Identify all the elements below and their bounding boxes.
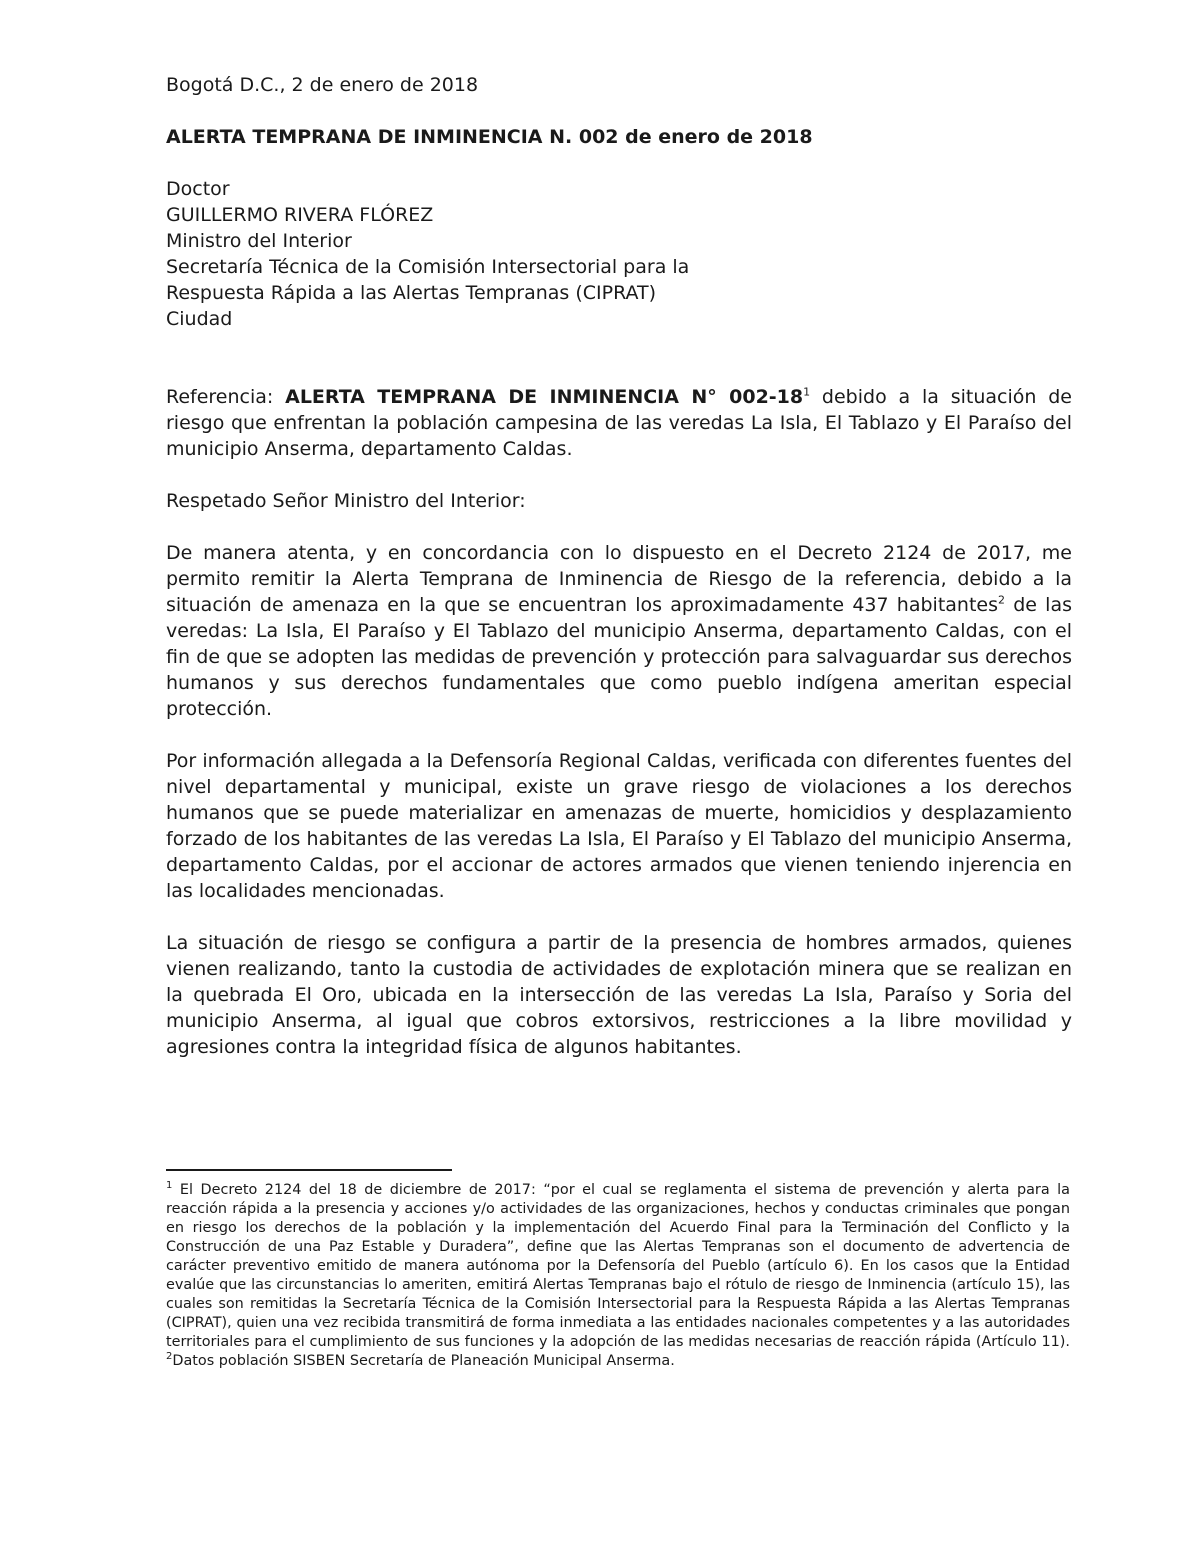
recipient-position: Ministro del Interior (166, 230, 352, 252)
footnotes (166, 1181, 1070, 1371)
recipient-city: Ciudad (166, 308, 233, 330)
recipient-salutation: Doctor (166, 178, 230, 200)
letter-body (166, 72, 1072, 1086)
body-paragraph-1-part-b: de las veredas: La Isla, El Paraíso y El Tablazo del municipio Anserma, departamento Caldas, con el fin de que se adopten las medidas de prevención y protección para salvaguardar sus derechos humanos y sus derechos fundamentales que como pueblo indígena ameritan especial protección. (166, 594, 1072, 720)
footnote-ref-1: 1 (803, 385, 811, 399)
recipient-office-line2: Respuesta Rápida a las Alertas Tempranas (CIPRAT) (166, 282, 657, 304)
footnote-ref-2: 2 (998, 593, 1005, 607)
footnote-mark-1: 1 (166, 1180, 173, 1192)
footnote-separator (166, 1169, 452, 1171)
footnote-text-1: El Decreto 2124 del 18 de diciembre de 2017: “por el cual se reglamenta el sistema de prevención y alerta para la reacción rápida a la presencia y acciones y/o actividades de las organizaciones, hechos y conductas criminales que pongan en riesgo los derechos de la población y la implementación del Acuerdo Final para la Terminación del Conflicto y la Construcción de una Paz Estable y Duradera”, define que las Alertas Tempranas son el documento de advertencia de carácter preventivo emitido de manera autónoma por la Defensoría del Pueblo (artículo 6). En los casos que la Entidad evalúe que las circunstancias lo ameriten, emitirá Alertas Tempranas bajo el rótulo de riesgo de Inminencia (artículo 15), las cuales son remitidas la Secretaría Técnica de la Comisión Intersectorial para la Respuesta Rápida a las Alertas Tempranas (CIPRAT), quien una vez recibida transmitirá de forma inmediata a las entidades nacionales competentes y a las autoridades territoriales para el cumplimiento de sus funciones y la adopción de las medidas necesarias de reacción rápida (Artículo 11). (166, 1182, 1070, 1350)
recipient-block (166, 176, 1072, 332)
date-line: Bogotá D.C., 2 de enero de 2018 (166, 74, 479, 96)
footnote-mark-2: 2 (166, 1351, 173, 1363)
reference-label: Referencia: (166, 386, 286, 408)
recipient-office-line1: Secretaría Técnica de la Comisión Intersectorial para la (166, 256, 690, 278)
body-paragraph-3: La situación de riesgo se configura a partir de la presencia de hombres armados, quienes vienen realizando, tanto la custodia de actividades de explotación minera que se realizan en la quebrada El Oro, ubicada en la intersección de las veredas La Isla, Paraíso y Soria del municipio Anserma, al igual que cobros extorsivos, restricciones a la libre movilidad y agresiones contra la integridad física de algunos habitantes. (166, 932, 1072, 1058)
greeting: Respetado Señor Ministro del Interior: (166, 490, 526, 512)
letter-title: ALERTA TEMPRANA DE INMINENCIA N. 002 de enero de 2018 (166, 126, 813, 148)
recipient-name: GUILLERMO RIVERA FLÓREZ (166, 204, 434, 226)
reference-text: debido a la situación de riesgo que enfrentan la población campesina de las veredas La Isla, El Tablazo y El Paraíso del municipio Anserma, departamento Caldas. (166, 386, 1072, 460)
body-paragraph-2: Por información allegada a la Defensoría Regional Caldas, verificada con diferentes fuentes del nivel departamental y municipal, existe un grave riesgo de violaciones a los derechos humanos que se puede materializar en amenazas de muerte, homicidios y desplazamiento forzado de los habitantes de las veredas La Isla, El Paraíso y El Tablazo del municipio Anserma, departamento Caldas, por el accionar de actores armados que vienen teniendo injerencia en las localidades mencionadas. (166, 750, 1072, 902)
reference-paragraph (166, 384, 1072, 462)
body-paragraph-1-part-a: De manera atenta, y en concordancia con lo dispuesto en el Decreto 2124 de 2017, me permito remitir la Alerta Temprana de Inminencia de Riesgo de la referencia, debido a la situación de amenaza en la que se encuentran los aproximadamente 437 habitantes (166, 542, 1072, 616)
reference-alert-id: ALERTA TEMPRANA DE INMINENCIA N° 002-18 (285, 386, 804, 408)
body-paragraph-1 (166, 540, 1072, 722)
footnote-text-2: Datos población SISBEN Secretaría de Planeación Municipal Anserma. (172, 1353, 675, 1369)
